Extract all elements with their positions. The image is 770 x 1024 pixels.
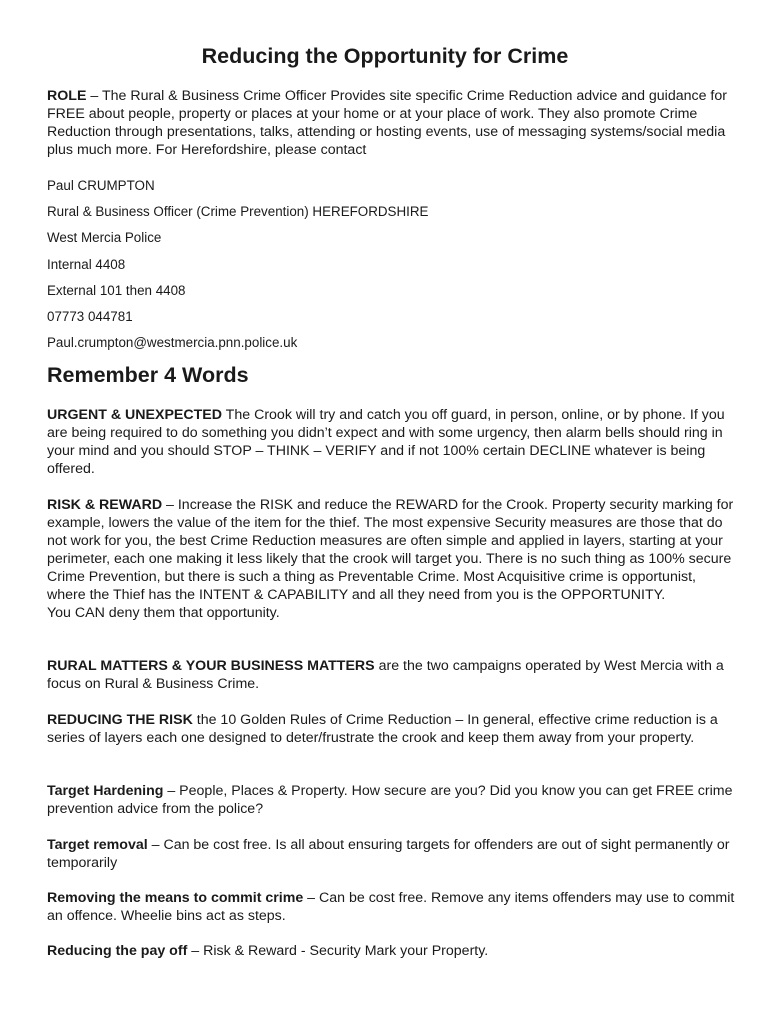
contact-position: Rural & Business Officer (Crime Prevention) HEREFORDSHIRE [47, 204, 429, 219]
rural-text: are the two campaigns operated by West Mercia with a focus on Rural & Business Crime. [47, 658, 724, 692]
contact-email: Paul.crumpton@westmercia.pnn.police.uk [47, 335, 298, 350]
payoff-label: Reducing the pay off [47, 943, 188, 959]
hardening-paragraph [47, 782, 737, 818]
contact-mobile: 07773 044781 [47, 309, 133, 324]
rural-label: RURAL MATTERS & YOUR BUSINESS MATTERS [47, 658, 375, 674]
urgent-paragraph [47, 406, 737, 478]
role-paragraph [47, 87, 737, 159]
removal-paragraph [47, 836, 737, 872]
payoff-text: – Risk & Reward - Security Mark your Property. [187, 943, 489, 959]
role-text: – The Rural & Business Crime Officer Provides site specific Crime Reduction advice and guidance for FREE about people, property or places at your home or at your place of work. They also promote Crime Reduction through presentations, talks, attending or hosting events, use of messaging systems/social media plus much more. For Herefordshire, please contact [47, 88, 727, 158]
reducing-paragraph [47, 711, 737, 747]
section-heading: Remember 4 Words [47, 363, 249, 387]
means-label: Removing the means to commit crime [47, 890, 304, 906]
contact-name: Paul CRUMPTON [47, 178, 155, 193]
risk-paragraph [47, 496, 737, 622]
payoff-paragraph [47, 942, 737, 960]
means-paragraph [47, 889, 737, 925]
urgent-label: URGENT & UNEXPECTED [47, 407, 222, 423]
hardening-label: Target Hardening [47, 783, 164, 799]
contact-external: External 101 then 4408 [47, 283, 186, 298]
risk-label: RISK & REWARD [47, 497, 163, 513]
document-title: Reducing the Opportunity for Crime [201, 44, 569, 68]
removal-text: – Can be cost free. Is all about ensuring targets for offenders are out of sight permanently or temporarily [47, 837, 730, 871]
role-label: ROLE [47, 88, 87, 104]
hardening-text: – People, Places & Property. How secure are you? Did you know you can get FREE crime prevention advice from the police? [47, 783, 733, 817]
means-text: – Can be cost free. Remove any items offenders may use to commit an offence. Wheelie bins act as steps. [47, 890, 735, 924]
contact-internal: Internal 4408 [47, 257, 126, 272]
contact-organisation: West Mercia Police [47, 230, 162, 245]
reducing-text: the 10 Golden Rules of Crime Reduction – In general, effective crime reduction is a series of layers each one designed to deter/frustrate the crook and keep them away from your property. [47, 712, 718, 746]
urgent-text: The Crook will try and catch you off guard, in person, online, or by phone. If you are being required to do something you didn’t expect and with some urgency, then alarm bells should ring in your mind and you should STOP – THINK – VERIFY and if not 100% certain DECLINE whatever is being offered. [47, 407, 725, 477]
risk-closing: You CAN deny them that opportunity. [47, 605, 280, 621]
reducing-label: REDUCING THE RISK [47, 712, 193, 728]
rural-paragraph [47, 657, 737, 693]
removal-label: Target removal [47, 837, 148, 853]
risk-text: – Increase the RISK and reduce the REWARD for the Crook. Property security marking for example, lowers the value of the item for the thief. The most expensive Security measures are those that do not work for you, the best Crime Reduction measures are often simple and applied in layers, starting at your perimeter, each one making it less likely that the crook will target you. There is no such thing as 100% secure Crime Prevention, but there is such a thing as Preventable Crime. Most Acquisitive crime is opportunist, where the Thief has the INTENT & CAPABILITY and all they need from you is the OPPORTUNITY. [47, 497, 734, 603]
